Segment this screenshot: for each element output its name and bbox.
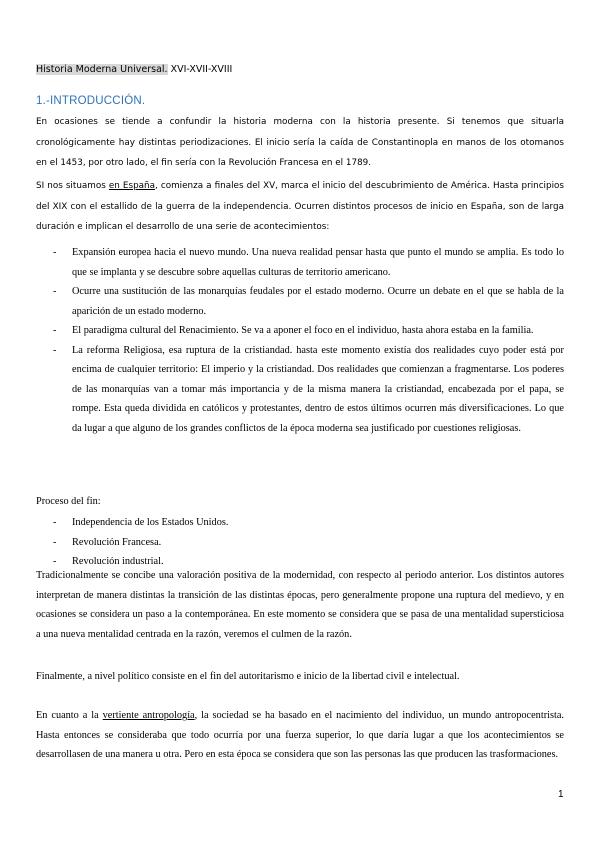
anthropology-paragraph-start: En cuanto a la [36,710,103,721]
list-item [36,513,564,533]
list-item [36,282,564,321]
list-item [36,321,564,341]
document-header [36,64,232,75]
political-paragraph: Finalmente, a nivel político consiste en el fin del autoritarismo e inicio de la libertad civil e intelectual. [36,671,460,682]
spain-underlined-text: en España [108,181,156,191]
anthropology-paragraph-end: , la sociedad se ha basado en el nacimiento del individuo, un mundo antropocentrista. Hasta entonces se consideraba que todo ocurría por una fuerza superior, lo que daría lugar a que los acontecimientos se desarrollasen de una manera u otra. Pero en esta época se considera que son las personas las que producen las trasformaciones. [36,710,564,760]
intro-paragraph-1: En ocasiones se tiende a confundir la historia moderna con la historia presente. Si tenemos que situarla cronológicamente hay distintas periodizaciones. El inicio sería la caída de Constantinopla en manos de los otomanos en el 1453, por otro lado, el fin sería con la Revolución Francesa en el 1789. [36,117,564,168]
anthropology-underlined-text: vertiente antropología [102,710,195,721]
events-list [36,243,564,438]
list-item-text: La reforma Religiosa, esa ruptura de la cristiandad. hasta este momento existía dos realidades cuyo poder está por encima de cualquier territorio: El imperio y la cristiandad. Dos realidades que comienzan a fragmentarse. Los poderes de las monarquías van a tomar más importancia y de la misma manera la cristiandad, encabezada por el papa, se rompe. Esta queda dividida en católicos y protestantes, dentro de estos últimos ocurren más diversificaciones. Lo que da lugar a que alguno de los grandes conflictos de la época moderna sea justificado por cuestiones religiosas. [72,344,564,434]
list-item [36,341,564,439]
dash-marker: - [53,286,57,297]
dash-marker: - [53,344,57,356]
header-title-rest: XVI-XVII-XVIII [167,64,233,75]
list-item-text: Revolución industrial. [72,556,164,567]
dash-marker: - [53,247,57,258]
header-title-highlight: Historia Moderna Universal. [36,64,168,75]
intro-paragraph-2-start: SI nos situamos [36,181,109,191]
dash-marker: - [53,517,57,528]
dash-marker: - [53,556,57,567]
list-item-text: El paradigma cultural del Renacimiento. Se va a aponer el foco en el individuo, hasta ahora estaba en la familia. [72,325,534,336]
tradition-paragraph: Tradicionalmente se concibe una valoración positiva de la modernidad, con respecto al periodo anterior. Los distintos autores interpretan de manera distintas la transición de las distintas épocas, pero generalmente propone una ruptura del medievo, y en ocasiones se considera un paso a la contemporánea. En este momento se considera que se pasa de una mentalidad supersticiosa a una nueva mentalidad centrada en la razón, veremos el culmen de la razón. [36,570,564,640]
anthropology-paragraph [36,706,564,765]
list-item [36,533,564,553]
list-item-text: Ocurre una sustitución de las monarquías feudales por el estado moderno. Ocurre un debate en el que se habla de la aparición de un estado moderno. [72,286,564,317]
list-item-text: Expansión europea hacia el nuevo mundo. Una nueva realidad pensar hasta que punto el mundo se amplia. Es todo lo que se implanta y se descubre sobre aquellas culturas de territorio americano. [72,247,564,278]
end-process-list [36,513,564,572]
intro-paragraph-2 [36,176,564,238]
list-item-text: Revolución Francesa. [72,536,162,548]
intro-paragraph-2-end: , comienza a finales del XV, marca el inicio del descubrimiento de América. Hasta principios del XIX con el estallido de la guerra de la independencia. Ocurren distintos procesos de inicio en España, son de larga duración e implican el desarrollo de una serie de acontecimientos: [36,181,564,232]
end-process-title: Proceso del fin: [36,496,101,507]
list-item-text: Independencia de los Estados Unidos. [72,517,229,528]
list-item [36,243,564,282]
section-heading: 1.-INTRODUCCIÓN. [36,95,146,107]
dash-marker: - [53,536,57,548]
dash-marker: - [53,325,57,336]
page-number: 1 [558,789,564,800]
